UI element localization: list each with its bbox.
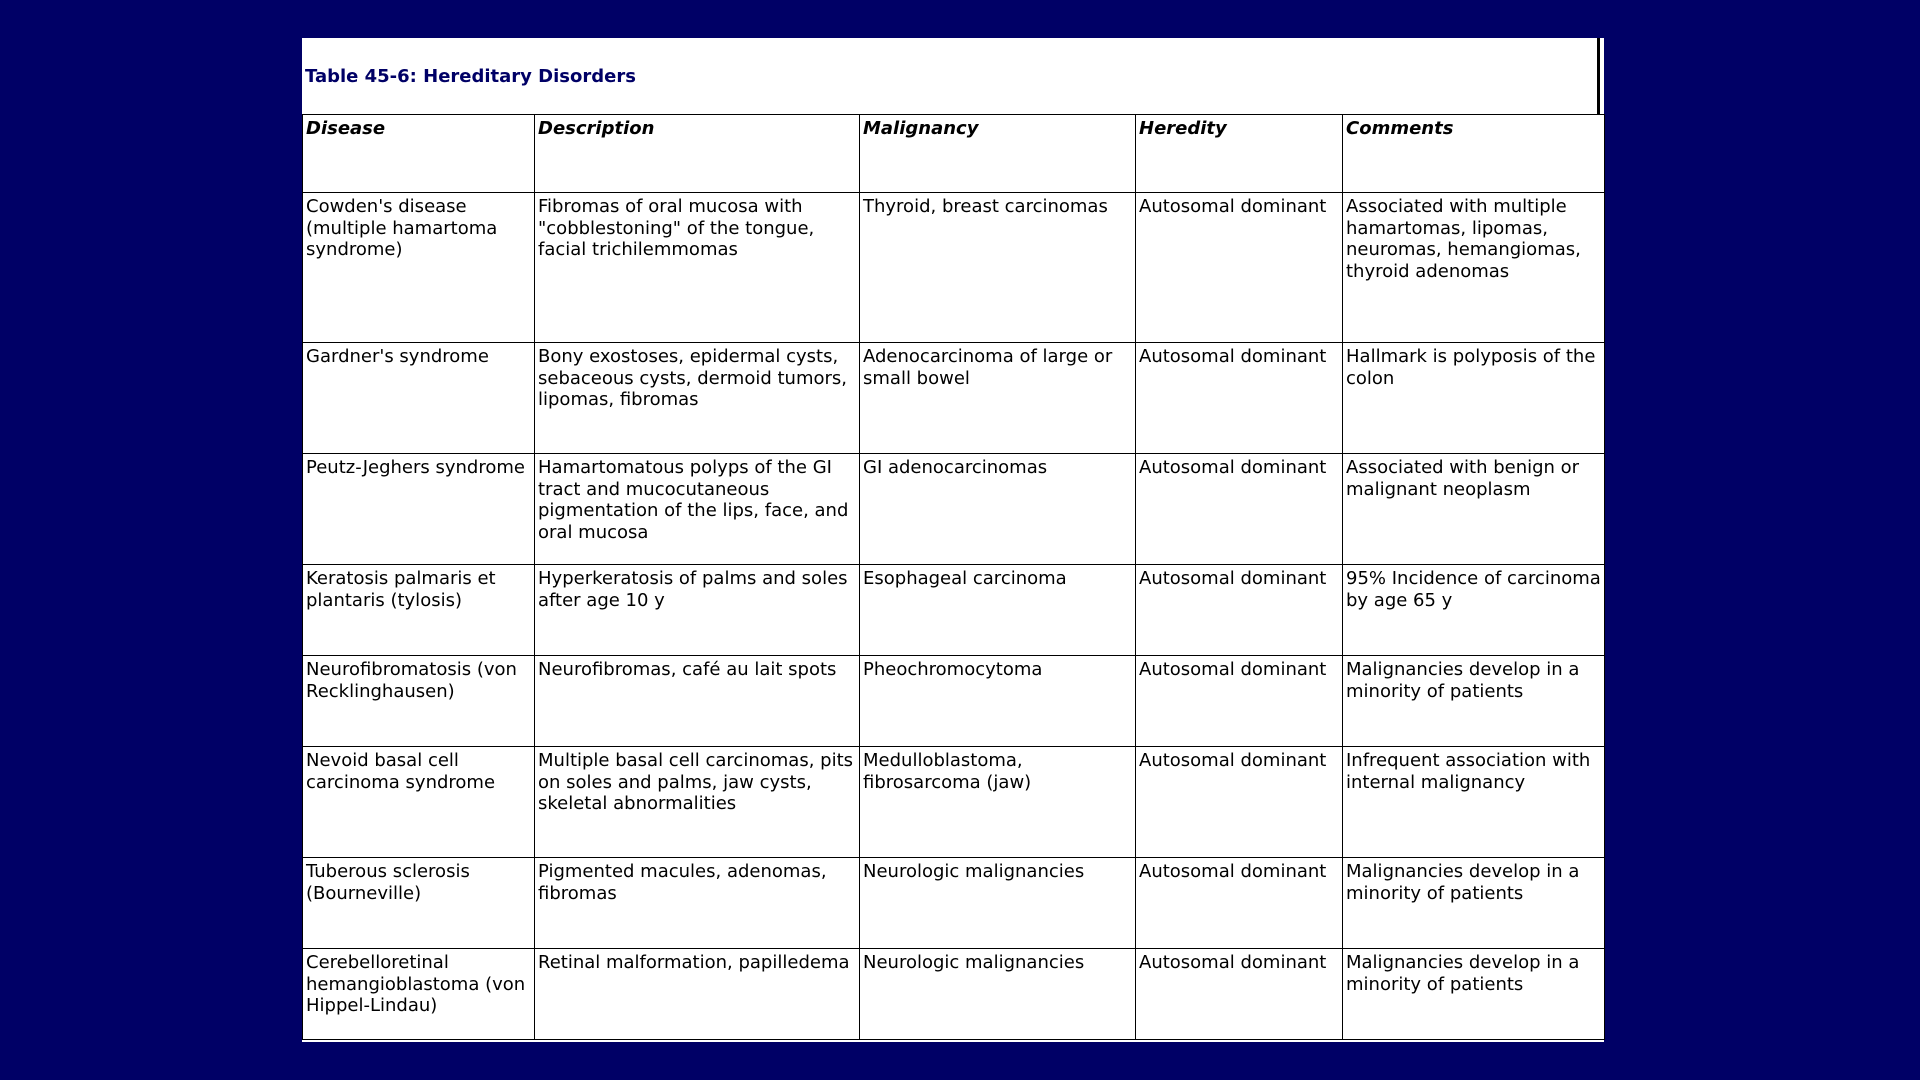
cell-malignancy: Thyroid, breast carcinomas bbox=[860, 193, 1136, 343]
cell-disease: Cerebelloretinal hemangioblastoma (von Hippel-Lindau) bbox=[303, 949, 535, 1040]
cell-comments: Malignancies develop in a minority of patients bbox=[1343, 858, 1605, 949]
table-row bbox=[303, 949, 1605, 1040]
cell-description: Hyperkeratosis of palms and soles after age 10 y bbox=[535, 565, 860, 656]
cell-description: Neurofibromas, café au lait spots bbox=[535, 656, 860, 747]
header-heredity: Heredity bbox=[1136, 115, 1343, 193]
cell-heredity: Autosomal dominant bbox=[1136, 193, 1343, 343]
cell-comments: 95% Incidence of carcinoma by age 65 y bbox=[1343, 565, 1605, 656]
cell-malignancy: Adenocarcinoma of large or small bowel bbox=[860, 343, 1136, 454]
table-title: Table 45-6: Hereditary Disorders bbox=[305, 66, 636, 87]
table-panel bbox=[302, 38, 1604, 1042]
table-row bbox=[303, 858, 1605, 949]
cell-description: Fibromas of oral mucosa with "cobblestoning" of the tongue, facial trichilemmomas bbox=[535, 193, 860, 343]
hereditary-disorders-table bbox=[302, 114, 1605, 1040]
table-row bbox=[303, 747, 1605, 858]
cell-heredity: Autosomal dominant bbox=[1136, 949, 1343, 1040]
cell-description: Bony exostoses, epidermal cysts, sebaceous cysts, dermoid tumors, lipomas, fibromas bbox=[535, 343, 860, 454]
cell-disease: Nevoid basal cell carcinoma syndrome bbox=[303, 747, 535, 858]
cell-disease: Gardner's syndrome bbox=[303, 343, 535, 454]
cell-heredity: Autosomal dominant bbox=[1136, 454, 1343, 565]
cell-heredity: Autosomal dominant bbox=[1136, 343, 1343, 454]
cell-disease: Tuberous sclerosis (Bourneville) bbox=[303, 858, 535, 949]
cell-description: Retinal malformation, papilledema bbox=[535, 949, 860, 1040]
header-comments: Comments bbox=[1343, 115, 1605, 193]
cell-heredity: Autosomal dominant bbox=[1136, 747, 1343, 858]
table-row bbox=[303, 343, 1605, 454]
cell-heredity: Autosomal dominant bbox=[1136, 858, 1343, 949]
cell-malignancy: Pheochromocytoma bbox=[860, 656, 1136, 747]
cell-malignancy: Medulloblastoma, fibrosarcoma (jaw) bbox=[860, 747, 1136, 858]
cell-description: Pigmented macules, adenomas, fibromas bbox=[535, 858, 860, 949]
table-row bbox=[303, 565, 1605, 656]
cell-malignancy: Neurologic malignancies bbox=[860, 858, 1136, 949]
cell-disease: Keratosis palmaris et plantaris (tylosis) bbox=[303, 565, 535, 656]
cell-description: Multiple basal cell carcinomas, pits on soles and palms, jaw cysts, skeletal abnormalities bbox=[535, 747, 860, 858]
header-row bbox=[303, 115, 1605, 193]
cell-malignancy: Neurologic malignancies bbox=[860, 949, 1136, 1040]
table-row bbox=[303, 656, 1605, 747]
cell-comments: Infrequent association with internal malignancy bbox=[1343, 747, 1605, 858]
table-title-row bbox=[302, 38, 1600, 114]
cell-description: Hamartomatous polyps of the GI tract and mucocutaneous pigmentation of the lips, face, and oral mucosa bbox=[535, 454, 860, 565]
cell-comments: Associated with benign or malignant neoplasm bbox=[1343, 454, 1605, 565]
cell-comments: Associated with multiple hamartomas, lipomas, neuromas, hemangiomas, thyroid adenomas bbox=[1343, 193, 1605, 343]
table-row bbox=[303, 193, 1605, 343]
cell-malignancy: GI adenocarcinomas bbox=[860, 454, 1136, 565]
header-malignancy: Malignancy bbox=[860, 115, 1136, 193]
cell-disease: Peutz-Jeghers syndrome bbox=[303, 454, 535, 565]
header-description: Description bbox=[535, 115, 860, 193]
table-row bbox=[303, 454, 1605, 565]
cell-disease: Cowden's disease (multiple hamartoma syndrome) bbox=[303, 193, 535, 343]
cell-heredity: Autosomal dominant bbox=[1136, 656, 1343, 747]
header-disease: Disease bbox=[303, 115, 535, 193]
cell-malignancy: Esophageal carcinoma bbox=[860, 565, 1136, 656]
cell-comments: Malignancies develop in a minority of patients bbox=[1343, 949, 1605, 1040]
cell-comments: Malignancies develop in a minority of patients bbox=[1343, 656, 1605, 747]
cell-disease: Neurofibromatosis (von Recklinghausen) bbox=[303, 656, 535, 747]
cell-heredity: Autosomal dominant bbox=[1136, 565, 1343, 656]
cell-comments: Hallmark is polyposis of the colon bbox=[1343, 343, 1605, 454]
